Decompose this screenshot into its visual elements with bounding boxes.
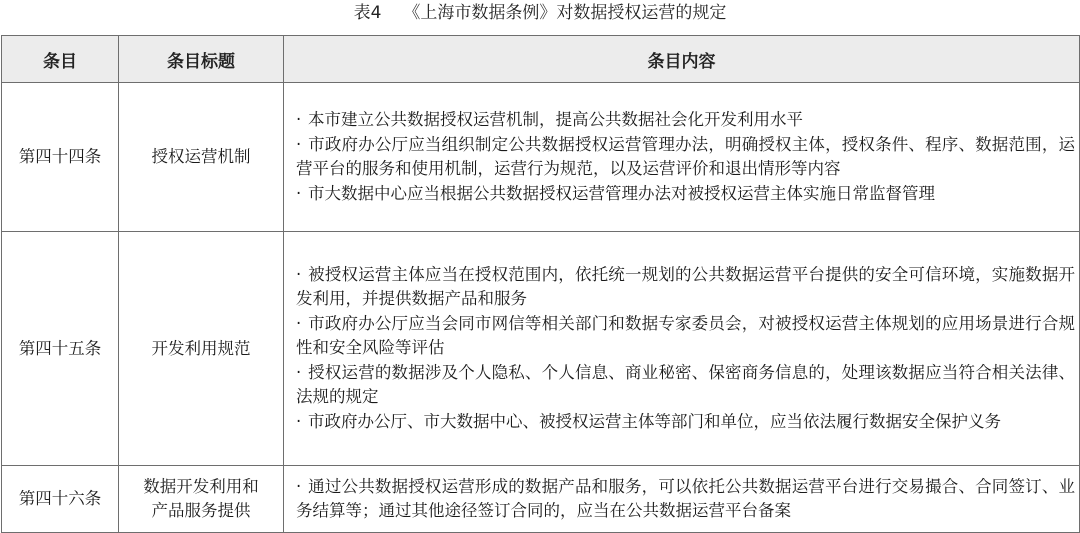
article-number: 第四十六条 xyxy=(2,466,119,533)
content-item: · 市政府办公厅应当组织制定公共数据授权运营管理办法，明确授权主体，授权条件、程序、数据范围，运营平台的服务和使用机制，运营行为规范，以及运营评价和退出情形等内容 xyxy=(296,134,1075,178)
caption-title: 《上海市数据条例》对数据授权运营的规定 xyxy=(403,3,727,23)
bullet: · xyxy=(296,313,302,333)
article-title-line: 数据开发利用和 xyxy=(143,477,259,496)
article-title xyxy=(119,466,284,533)
header-content: 条目内容 xyxy=(284,36,1080,83)
article-number: 第四十五条 xyxy=(2,232,119,466)
bullet: · xyxy=(296,362,302,382)
table-row xyxy=(2,466,1080,533)
table-row xyxy=(2,83,1080,232)
bullet: · xyxy=(296,411,302,431)
table-caption xyxy=(0,0,1080,34)
content-item: · 通过公共数据授权运营形成的数据产品和服务，可以依托公共数据运营平台进行交易撮合、合同签订、业务结算等；通过其他途径签订合同的，应当在公共数据运营平台备案 xyxy=(296,476,1075,520)
table-header-row xyxy=(2,36,1080,83)
table-row xyxy=(2,232,1080,466)
bullet: · xyxy=(296,264,302,284)
content-item: · 市大数据中心应当根据公共数据授权运营管理办法对被授权运营主体实施日常监督管理 xyxy=(296,182,1075,207)
content-item: · 授权运营的数据涉及个人隐私、个人信息、商业秘密、保密商务信息的，处理该数据应当符合相关法律、法规的规定 xyxy=(296,362,1075,407)
header-title: 条目标题 xyxy=(119,36,284,83)
content-item: · 市政府办公厅、市大数据中心、被授权运营主体等部门和单位，应当依法履行数据安全保护义务 xyxy=(296,410,1075,435)
regulation-table xyxy=(1,35,1080,533)
article-content xyxy=(284,466,1080,533)
article-content xyxy=(284,83,1080,232)
header-article: 条目 xyxy=(2,36,119,83)
bullet: · xyxy=(296,110,302,129)
article-title: 开发利用规范 xyxy=(119,232,284,466)
article-content xyxy=(284,232,1080,466)
bullet: · xyxy=(296,134,302,154)
caption-label: 表4 xyxy=(353,3,382,23)
article-title-line: 产品服务提供 xyxy=(151,501,251,520)
content-item: · 市政府办公厅应当会同市网信等相关部门和数据专家委员会，对被授权运营主体规划的应用场景进行合规性和安全风险等评估 xyxy=(296,313,1075,358)
content-item: · 本市建立公共数据授权运营机制，提高公共数据社会化开发利用水平 xyxy=(296,108,1075,133)
article-title: 授权运营机制 xyxy=(119,83,284,232)
bullet: · xyxy=(296,476,302,496)
article-number: 第四十四条 xyxy=(2,83,119,232)
bullet: · xyxy=(296,183,302,203)
content-item: · 被授权运营主体应当在授权范围内，依托统一规划的公共数据运营平台提供的安全可信环境，实施数据开发利用，并提供数据产品和服务 xyxy=(296,264,1075,309)
